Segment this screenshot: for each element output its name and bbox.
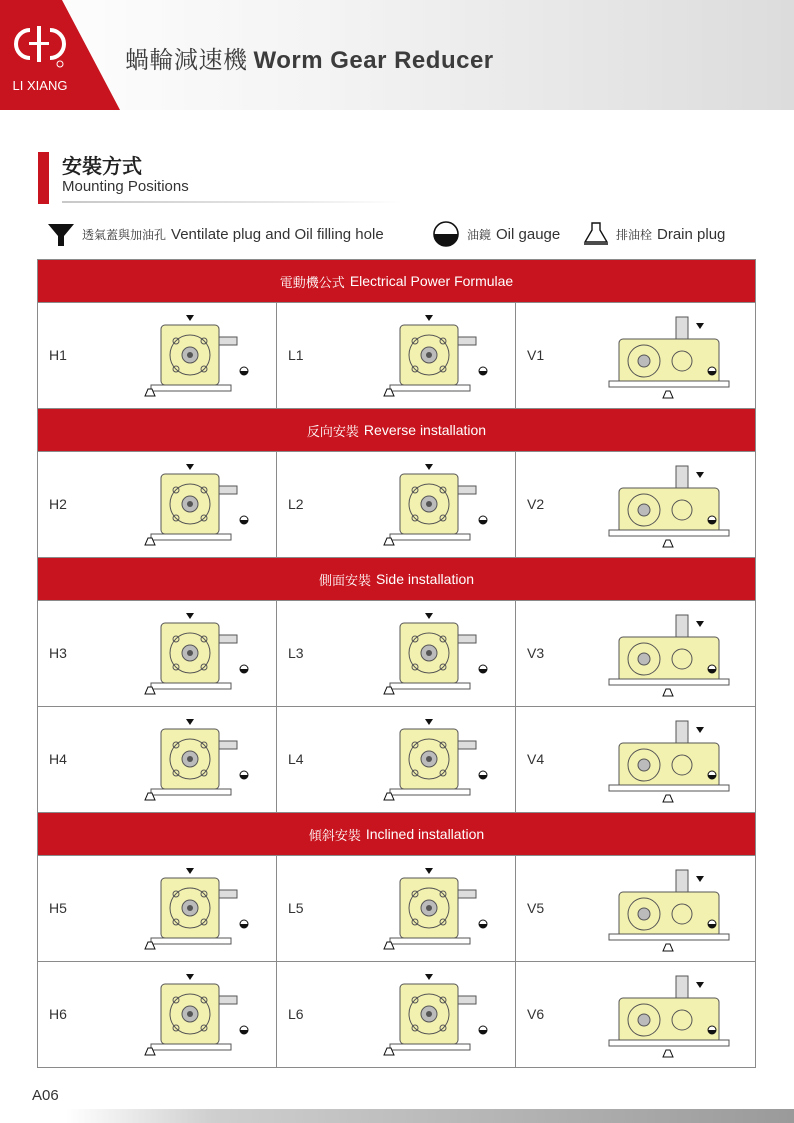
group-header-en: Inclined installation: [365, 826, 485, 842]
gear-reducer-diagram: [365, 311, 495, 401]
mounting-position-label: V3: [527, 645, 545, 661]
table-row: [38, 856, 755, 962]
drain-plug-icon: [582, 220, 610, 248]
mounting-position-label: L3: [288, 645, 304, 661]
mounting-cell: [277, 601, 516, 706]
mounting-cell: [38, 707, 277, 812]
brand-logo: [0, 0, 120, 110]
table-row: [38, 303, 755, 409]
table-row: [38, 452, 755, 558]
gear-reducer-diagram: [604, 864, 734, 954]
mounting-position-label: V4: [527, 751, 545, 767]
mounting-position-label: V2: [527, 496, 545, 512]
legend-item-drain-plug: [582, 218, 725, 250]
mounting-cell: [516, 707, 755, 812]
gear-reducer-diagram: [365, 715, 495, 805]
mounting-cell: [516, 303, 755, 408]
section-title-en: Mounting Positions: [62, 178, 189, 195]
mounting-cell: [38, 601, 277, 706]
footer-bar: [66, 1109, 794, 1123]
mounting-cell: [516, 452, 755, 557]
table-row: [38, 601, 755, 707]
mounting-cell: [277, 962, 516, 1067]
legend: [42, 218, 762, 250]
gear-reducer-diagram: [126, 715, 256, 805]
mounting-position-label: L1: [288, 347, 304, 363]
table-row: [38, 707, 755, 813]
mounting-cell: [277, 856, 516, 961]
group-header: [38, 409, 755, 452]
mounting-cell: [516, 962, 755, 1067]
mounting-position-label: H5: [49, 900, 67, 916]
mounting-position-label: H1: [49, 347, 67, 363]
ventilate-plug-icon: [46, 220, 76, 248]
group-header-en: Side installation: [375, 571, 475, 587]
mounting-position-label: V1: [527, 347, 545, 363]
mounting-position-label: H6: [49, 1006, 67, 1022]
group-header: [38, 813, 755, 856]
mounting-cell: [277, 707, 516, 812]
legend-drain-plug-zh: 排油栓: [616, 227, 653, 242]
legend-drain-plug-en: Drain plug: [657, 225, 726, 243]
mounting-cell: [38, 962, 277, 1067]
gear-reducer-diagram: [126, 864, 256, 954]
group-header-zh: 傾斜安裝: [308, 828, 361, 844]
group-header-en: Electrical Power Formulae: [349, 273, 514, 289]
mounting-position-label: H2: [49, 496, 67, 512]
gear-reducer-diagram: [365, 609, 495, 699]
gear-reducer-diagram: [365, 970, 495, 1060]
mounting-position-label: H4: [49, 751, 67, 767]
legend-ventilate-zh: 透氣蓋與加油孔: [82, 227, 167, 242]
group-header: [38, 558, 755, 601]
legend-item-ventilate: [46, 218, 384, 250]
mounting-cell: [38, 303, 277, 408]
mounting-position-label: L2: [288, 496, 304, 512]
section-underline: [62, 201, 402, 203]
mounting-cell: [38, 856, 277, 961]
mounting-cell: [38, 452, 277, 557]
mounting-cell: [277, 303, 516, 408]
section-title-zh: 安裝方式: [62, 154, 142, 178]
gear-reducer-diagram: [126, 311, 256, 401]
table-row: [38, 962, 755, 1067]
group-header: [38, 260, 755, 303]
mounting-positions-table: [37, 259, 756, 1068]
gear-reducer-diagram: [365, 460, 495, 550]
legend-item-oil-gauge: [431, 218, 560, 250]
gear-reducer-diagram: [126, 460, 256, 550]
mounting-position-label: L4: [288, 751, 304, 767]
group-header-en: Reverse installation: [363, 422, 487, 438]
gear-reducer-diagram: [604, 460, 734, 550]
header-title-en: Worm Gear Reducer: [253, 47, 494, 74]
brand-name: LI XIANG: [12, 78, 68, 93]
mounting-cell: [516, 601, 755, 706]
gear-reducer-diagram: [126, 609, 256, 699]
mounting-position-label: V6: [527, 1006, 545, 1022]
gear-reducer-diagram: [604, 609, 734, 699]
header-title-zh: 蝸輪減速機: [125, 46, 248, 74]
gear-reducer-diagram: [604, 970, 734, 1060]
mounting-cell: [277, 452, 516, 557]
mounting-position-label: H3: [49, 645, 67, 661]
section-accent-bar: [38, 152, 49, 204]
gear-reducer-diagram: [365, 864, 495, 954]
mounting-cell: [516, 856, 755, 961]
oil-gauge-icon: [431, 219, 461, 249]
gear-reducer-diagram: [126, 970, 256, 1060]
group-header-zh: 反向安裝: [306, 424, 359, 440]
mounting-position-label: L5: [288, 900, 304, 916]
gear-reducer-diagram: [604, 311, 734, 401]
page-number: A06: [32, 1087, 59, 1104]
group-header-zh: 電動機公式: [279, 275, 345, 291]
legend-oil-gauge-en: Oil gauge: [496, 225, 561, 243]
gear-reducer-diagram: [604, 715, 734, 805]
page-header-title: [125, 40, 494, 75]
legend-ventilate-en: Ventilate plug and Oil filling hole: [171, 225, 384, 243]
mounting-position-label: L6: [288, 1006, 304, 1022]
legend-oil-gauge-zh: 油鏡: [467, 227, 492, 242]
group-header-zh: 側面安裝: [318, 573, 371, 589]
mounting-position-label: V5: [527, 900, 545, 916]
